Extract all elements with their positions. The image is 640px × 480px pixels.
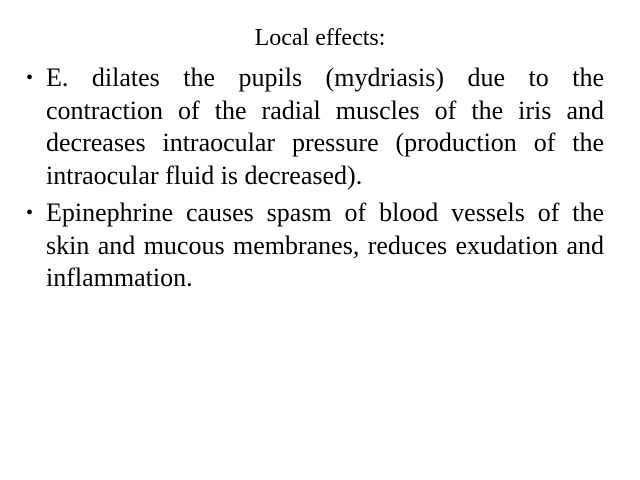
bullet-text: E. dilates the pupils (mydriasis) due to the contraction of the radial muscles of the iris and decreases intraocular pressure (production of the intraocular fluid is decreased). xyxy=(46,63,604,190)
slide-heading: Local effects: xyxy=(254,25,386,51)
bullet-item-vasospasm xyxy=(20,197,604,295)
bullet-text: Epinephrine causes spasm of blood vessels of the skin and mucous membranes, reduces exudation and inflammation. xyxy=(46,198,604,292)
bullet-icon: • xyxy=(26,67,34,89)
bullet-item-mydriasis xyxy=(20,62,604,192)
bullet-icon: • xyxy=(26,202,34,224)
bullet-list xyxy=(20,62,604,300)
